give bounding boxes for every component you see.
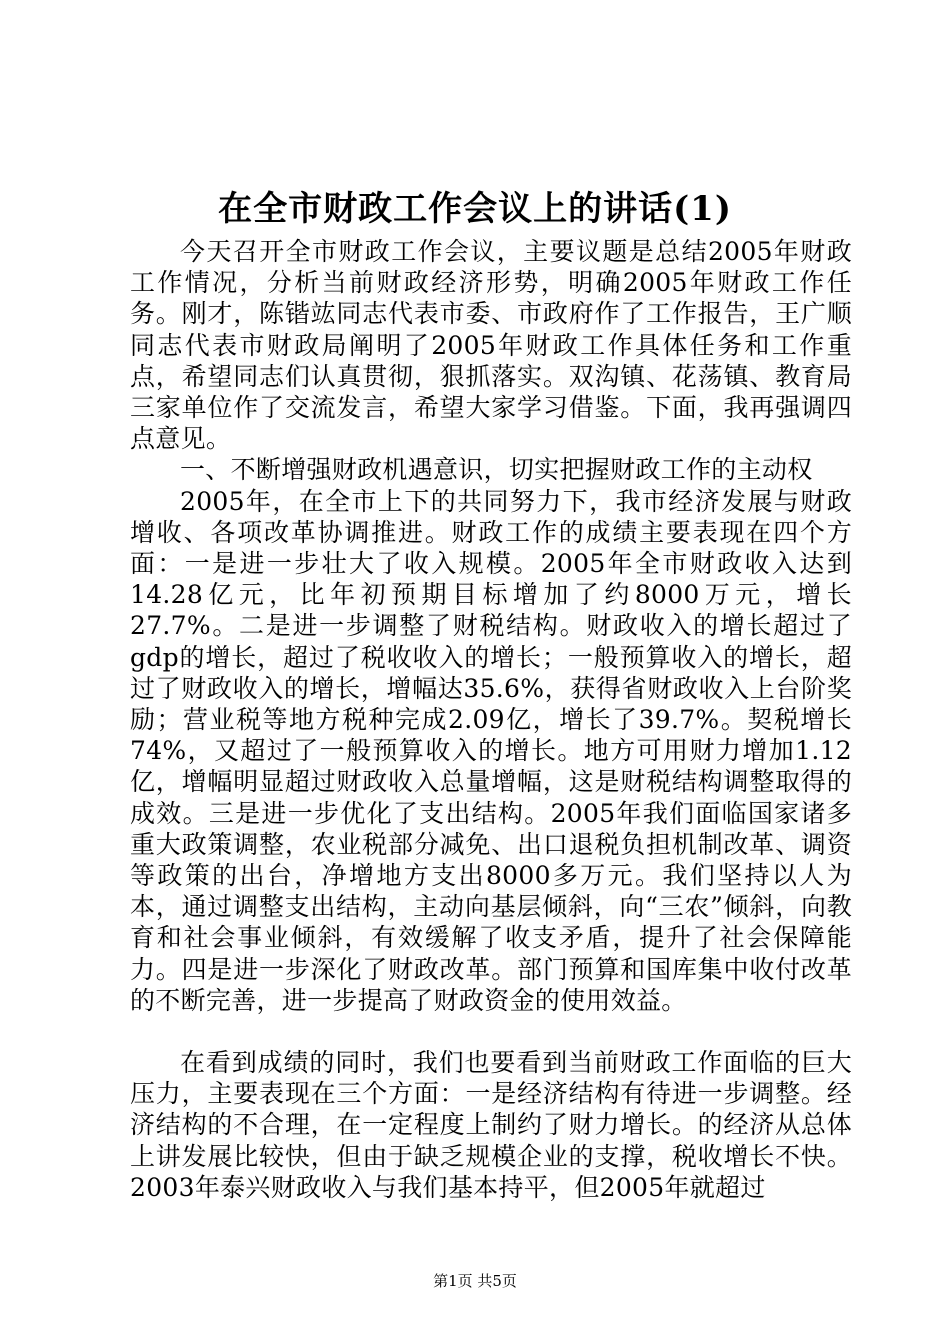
document-title: 在全市财政工作会议上的讲话(1) [218, 189, 732, 229]
paragraph-achievements: 2005年，在全市上下的共同努力下，我市经济发展与财政增收、各项改革协调推进。财政工作的成绩主要表现在四个方面：一是进一步壮大了收入规模。2005年全市财政收入达到14.28亿元，比年初预期目标增加了约8000万元，增长27.7%。二是进一步调整了财税结构。财政收入的增长超过了gdp的增长，超过了税收收入的增长；一般预算收入的增长，超过了财政收入的增长，增幅达35.6%，获得省财政收入上台阶奖励；营业税等地方税种完成2.09亿，增长了39.7%。契税增长74%，又超过了一般预算收入的增长。地方可用财力增加1.12亿，增幅明显超过财政收入总量增幅，这是财税结构调整取得的成效。三是进一步优化了支出结构。2005年我们面临国家诸多重大政策调整，农业税部分减免、出口退税负担机制改革、调资等政策的出台，净增地方支出8000多万元。我们坚持以人为本，通过调整支出结构，主动向基层倾斜，向“三农”倾斜，向教育和社会事业倾斜，有效缓解了收支矛盾，提升了社会保障能力。四是进一步深化了财政改革。部门预算和国库集中收付改革的不断完善，进一步提高了财政资金的使用效益。 [130, 486, 852, 1015]
paragraph-spacer [130, 1016, 852, 1047]
section-heading-1: 一、不断增强财政机遇意识，切实把握财政工作的主动权 [180, 455, 813, 485]
document-body [130, 236, 852, 1203]
page-footer: 第1页 共5页 [433, 1272, 517, 1290]
paragraph-pressures: 在看到成绩的同时，我们也要看到当前财政工作面临的巨大压力，主要表现在三个方面：一是经济结构有待进一步调整。经济结构的不合理，在一定程度上制约了财力增长。的经济从总体上讲发展比较快，但由于缺乏规模企业的支撑，税收增长不快。2003年泰兴财政收入与我们基本持平，但2005年就超过 [130, 1048, 852, 1202]
paragraph-intro: 今天召开全市财政工作会议，主要议题是总结2005年财政工作情况，分析当前财政经济形势，明确2005年财政工作任务。刚才，陈锴竑同志代表市委、市政府作了工作报告，王广顺同志代表市财政局阐明了2005年财政工作具体任务和工作重点，希望同志们认真贯彻，狠抓落实。双沟镇、花荡镇、教育局三家单位作了交流发言，希望大家学习借鉴。下面，我再强调四点意见。 [130, 237, 852, 454]
